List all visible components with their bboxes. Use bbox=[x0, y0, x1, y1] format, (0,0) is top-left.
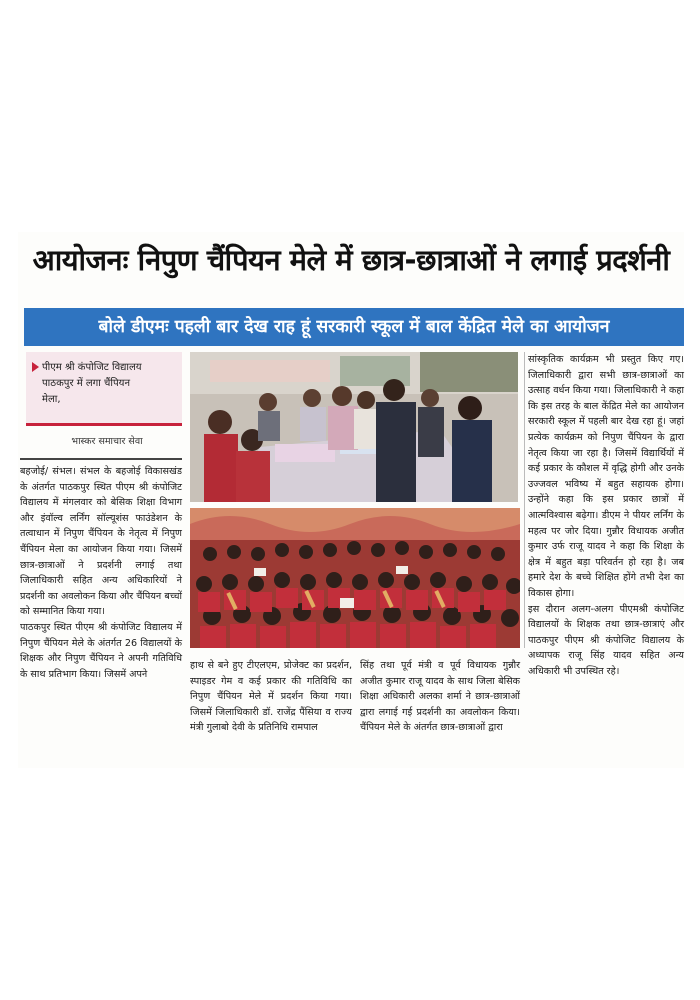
highlight-line: पाठकपुर में लगा चैंपियन bbox=[42, 378, 131, 389]
headline: आयोजनः निपुण चैंपियन मेले में छात्र-छात्राओं ने लगाई प्रदर्शनी bbox=[32, 243, 670, 277]
exhibition-inspection-illustration bbox=[190, 352, 518, 502]
article-column-2 bbox=[190, 658, 352, 736]
newspaper-clipping bbox=[18, 232, 684, 768]
article-column-3 bbox=[360, 658, 520, 736]
subheadline-banner: बोले डीएमः पहली बार देख राह हूं सरकारी स्कूल में बाल केंद्रित मेले का आयोजन bbox=[24, 308, 684, 346]
students-group-illustration bbox=[190, 508, 520, 648]
students-group-photo bbox=[190, 508, 520, 648]
triangle-bullet-icon bbox=[32, 362, 39, 372]
highlight-line: मेला, bbox=[42, 394, 61, 405]
column-divider bbox=[524, 352, 525, 648]
exhibition-inspection-photo bbox=[190, 352, 518, 502]
paragraph: इस दौरान अलग-अलग पीएमश्री कंपोजिट विद्यालयों के शिक्षक तथा छात्र-छात्राएं और पाठकपुर पीएम श्री कंपोजिट विद्यालय के अध्यापक राजू सिंह यादव सहित अन्य अधिकारी भी उपस्थित रहे। bbox=[528, 603, 684, 677]
highlight-line: पीएम श्री कंपोजिट विद्यालय bbox=[42, 362, 142, 373]
article-column-1 bbox=[20, 464, 182, 682]
paragraph: पाठकपुर स्थित पीएम श्री कंपोजिट विद्यालय में निपुण चैंपियन मेले के अंतर्गत 26 विद्यालयों के शिक्षक और निपुण चैंपियन ने अपनी गतिविधि के साथ प्रतिभाग किया। जिसमें अपने bbox=[20, 621, 182, 680]
byline-divider bbox=[20, 458, 182, 460]
byline: भास्कर समाचार सेवा bbox=[71, 436, 143, 447]
highlight-box bbox=[26, 352, 182, 426]
article-column-4 bbox=[528, 352, 684, 679]
paragraph: बहजोई/ संभल। संभल के बहजोई विकासखंड के अंतर्गत पाठकपुर स्थित पीएम श्री कंपोजिट विद्यालय में मंगलवार को बेसिक शिक्षा विभाग और इंवॉल्व लर्निंग सॉल्यूशंस फाउंडेशन के तत्वाधान में निपुण चैंपियन के नेतृत्व में निपुण चैंपियन मेला का आयोजन किया गया। जिसमें छात्र-छात्राओं ने प्रदर्शनी लगाई तथा जिलाधिकारी सहित अन्य अधिकारियों ने प्रदर्शनी का अवलोकन किया और चैंपियन बच्चों को सम्मानित किया गया। bbox=[20, 466, 182, 618]
paragraph: सांस्कृतिक कार्यक्रम भी प्रस्तुत किए गए। जिलाधिकारी द्वारा सभी छात्र-छात्राओं का उत्साह वर्धन किया गया। जिलाधिकारी ने कहा कि इस तरह के बाल केंद्रित मेले का आयोजन सरकारी स्कूल में पहली बार देख रहा हूं। जहां प्रत्येक कार्यक्रम को निपुण चैंपियन के द्वारा नेतृत्व किया जा रहा है। जिसमें विद्यार्थियों में कई प्रकार के कौशल में वृद्धि होगी और उनके उज्जवल भविष्य में बहुत सहायक होगा। उन्होंने कहा कि इस प्रकार छात्रों में आत्मविश्वास बढ़ेगा। डीएम ने पीयर लर्निंग के महत्व पर जोर दिया। गुन्नौर विधायक अजीत कुमार उर्फ राजू यादव ने कहा कि शिक्षा के क्षेत्र में बहुत बड़ा परिवर्तन हो रहा है। जब हमारे देश के बच्चे शिक्षित होंगे तभी देश का विकास होगा। bbox=[528, 354, 684, 599]
paragraph: हाथ से बने हुए टीएलएम, प्रोजेक्ट का प्रदर्शन, स्पाइडर गेम व कई प्रकार की गतिविधि का निपुण चैंपियन मेले में प्रदर्शन किया गया। जिसमें जिलाधिकारी डॉ. राजेंद्र पैंसिया व राज्य मंत्री गुलाबो देवी के प्रतिनिधि रामपाल bbox=[190, 660, 352, 734]
paragraph: सिंह तथा पूर्व मंत्री व पूर्व विधायक गुन्नौर अजीत कुमार राजू यादव के साथ जिला बेसिक शिक्षा अधिकारी अलका शर्मा ने छात्र-छात्राओं द्वारा लगाई गई प्रदर्शनी का अवलोकन किया। चैंपियन मेले के अंतर्गत छात्र-छात्राओं द्वारा bbox=[360, 660, 520, 734]
